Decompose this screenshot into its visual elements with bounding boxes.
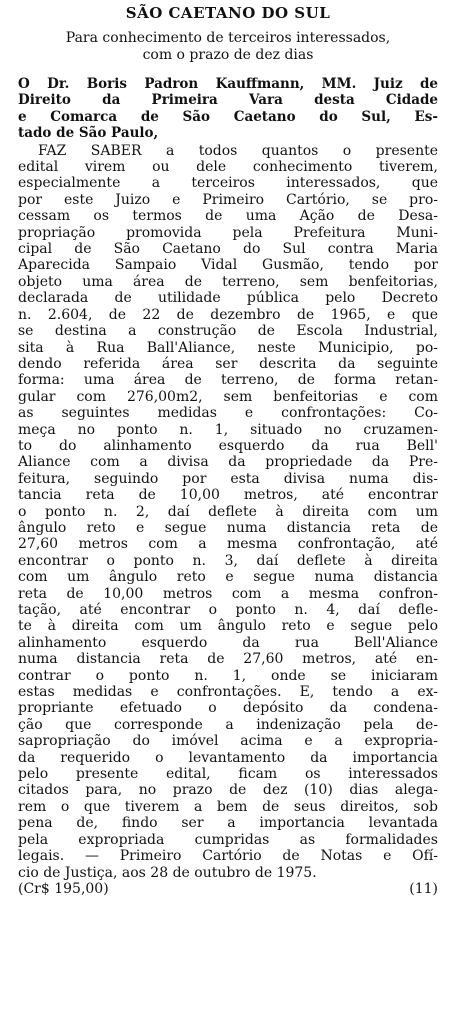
body-line: encontrar o ponto n. 3, daí deflete à direita [18, 552, 438, 569]
body-line: ângulo reto e segue numa distancia reta de [18, 519, 438, 536]
body-line: cio de Justiça, aos 28 de outubro de 1975. [18, 864, 317, 881]
page-title: SÃO CAETANO DO SUL [125, 4, 331, 22]
intro-paragraph [18, 76, 438, 142]
body-line: Aparecida Sampaio Vidal Gusmão, tendo por [18, 257, 438, 274]
body-line: te à direita com um ângulo reto e segue pelo [18, 618, 438, 635]
body-line: contrar o ponto n. 1, onde se iniciaram [18, 667, 438, 684]
footer [18, 881, 438, 897]
body-line: declarada de utilidade pública pelo Decreto [18, 290, 438, 307]
body-line: o ponto n. 2, daí deflete à direita com um [18, 503, 438, 520]
edital-number: (11) [409, 880, 438, 897]
body-line: objeto uma área de terreno, sem benfeitorias, [18, 273, 438, 290]
body-line: cessam os termos de uma Ação de Desa- [18, 208, 438, 225]
body-line: legais. — Primeiro Cartório de Notas e Ofí- [18, 848, 438, 865]
body-line: propriante efetuado o depósito da condena- [18, 700, 438, 717]
body-line: propriação promovida pela Prefeitura Muni- [18, 224, 438, 241]
body-line: feitura, seguindo por esta divisa numa dis- [18, 470, 438, 487]
body-line: tancia reta de 10,00 metros, até encontrar [18, 487, 438, 504]
body-line: por este Juizo e Primeiro Cartório, se pro- [18, 191, 438, 208]
body-line: ção que corresponde a indenização pela de- [18, 716, 438, 733]
price-label: (Cr$ 195,00) [18, 880, 109, 897]
body-line: forma: uma área de terreno, de forma retan- [18, 372, 438, 389]
body-line: numa distancia reta de 27,60 metros, até en- [18, 651, 438, 668]
intro-line: tado de São Paulo, [18, 125, 159, 142]
body-line: meça no ponto n. 1, situado no cruzamen- [18, 421, 438, 438]
body-line: citados para, no prazo de dez (10) dias alega- [18, 782, 438, 799]
body-line: estas medidas e confrontações. E, tendo a ex- [18, 684, 438, 701]
body-line: pena de, findo ser a importancia levantada [18, 815, 438, 832]
body-line: especialmente a terceiros interessados, que [18, 175, 438, 192]
body-line: tação, até encontrar o ponto n. 4, daí defle- [18, 602, 438, 618]
body-line: pelo presente edital, ficam os interessados [18, 766, 438, 783]
intro-line: O Dr. Boris Padron Kauffmann, MM. Juiz de [18, 76, 438, 92]
subtitle [18, 30, 438, 64]
subtitle-line-2: com o prazo de dez dias [142, 47, 314, 63]
body-line: rem o que tiverem a bem de seus direitos, sob [18, 798, 438, 815]
body-line: sita à Rua Ball'Aliance, neste Municipio, po- [18, 339, 438, 356]
body-line: as seguintes medidas e confrontações: Co- [18, 405, 438, 422]
body-line: reta de 10,00 metros com a mesma confron- [18, 585, 438, 602]
body-line: gular com 276,00m2, sem benfeitorias e com [18, 388, 438, 405]
body-line: Aliance com a divisa da propriedade da Pre- [18, 454, 438, 471]
body-paragraph [18, 143, 438, 881]
intro-line: e Comarca de São Caetano do Sul, Es- [18, 108, 438, 125]
subtitle-line-1: Para conhecimento de terceiros interessados, [65, 30, 391, 46]
body-line: da requerido o levantamento da importancia [18, 749, 438, 766]
body-line: FAZ SABER a todos quantos o presente [38, 142, 438, 159]
body-line: alinhamento esquerdo da rua Bell'Aliance [18, 634, 438, 651]
body-line: edital virem ou dele conhecimento tiverem, [18, 159, 438, 176]
body-line: sapropriação do imóvel acima e a expropria- [18, 733, 438, 750]
body-line: 27,60 metros com a mesma confrontação, até [18, 536, 438, 553]
body-line: com um ângulo reto e segue numa distancia [18, 569, 438, 586]
body-line: to do alinhamento esquerdo da rua Bell' [18, 437, 438, 454]
intro-line: Direito da Primeira Vara desta Cidade [18, 92, 438, 109]
body-line: cipal de São Caetano do Sul contra Maria [18, 241, 438, 258]
body-line: dendo referida área ser descrita da seguinte [18, 355, 438, 372]
body-line: pela expropriada cumpridas as formalidades [18, 831, 438, 848]
body-line: n. 2.604, de 22 de dezembro de 1965, e que [18, 306, 438, 323]
body-line: se destina a construção de Escola Industrial, [18, 323, 438, 340]
